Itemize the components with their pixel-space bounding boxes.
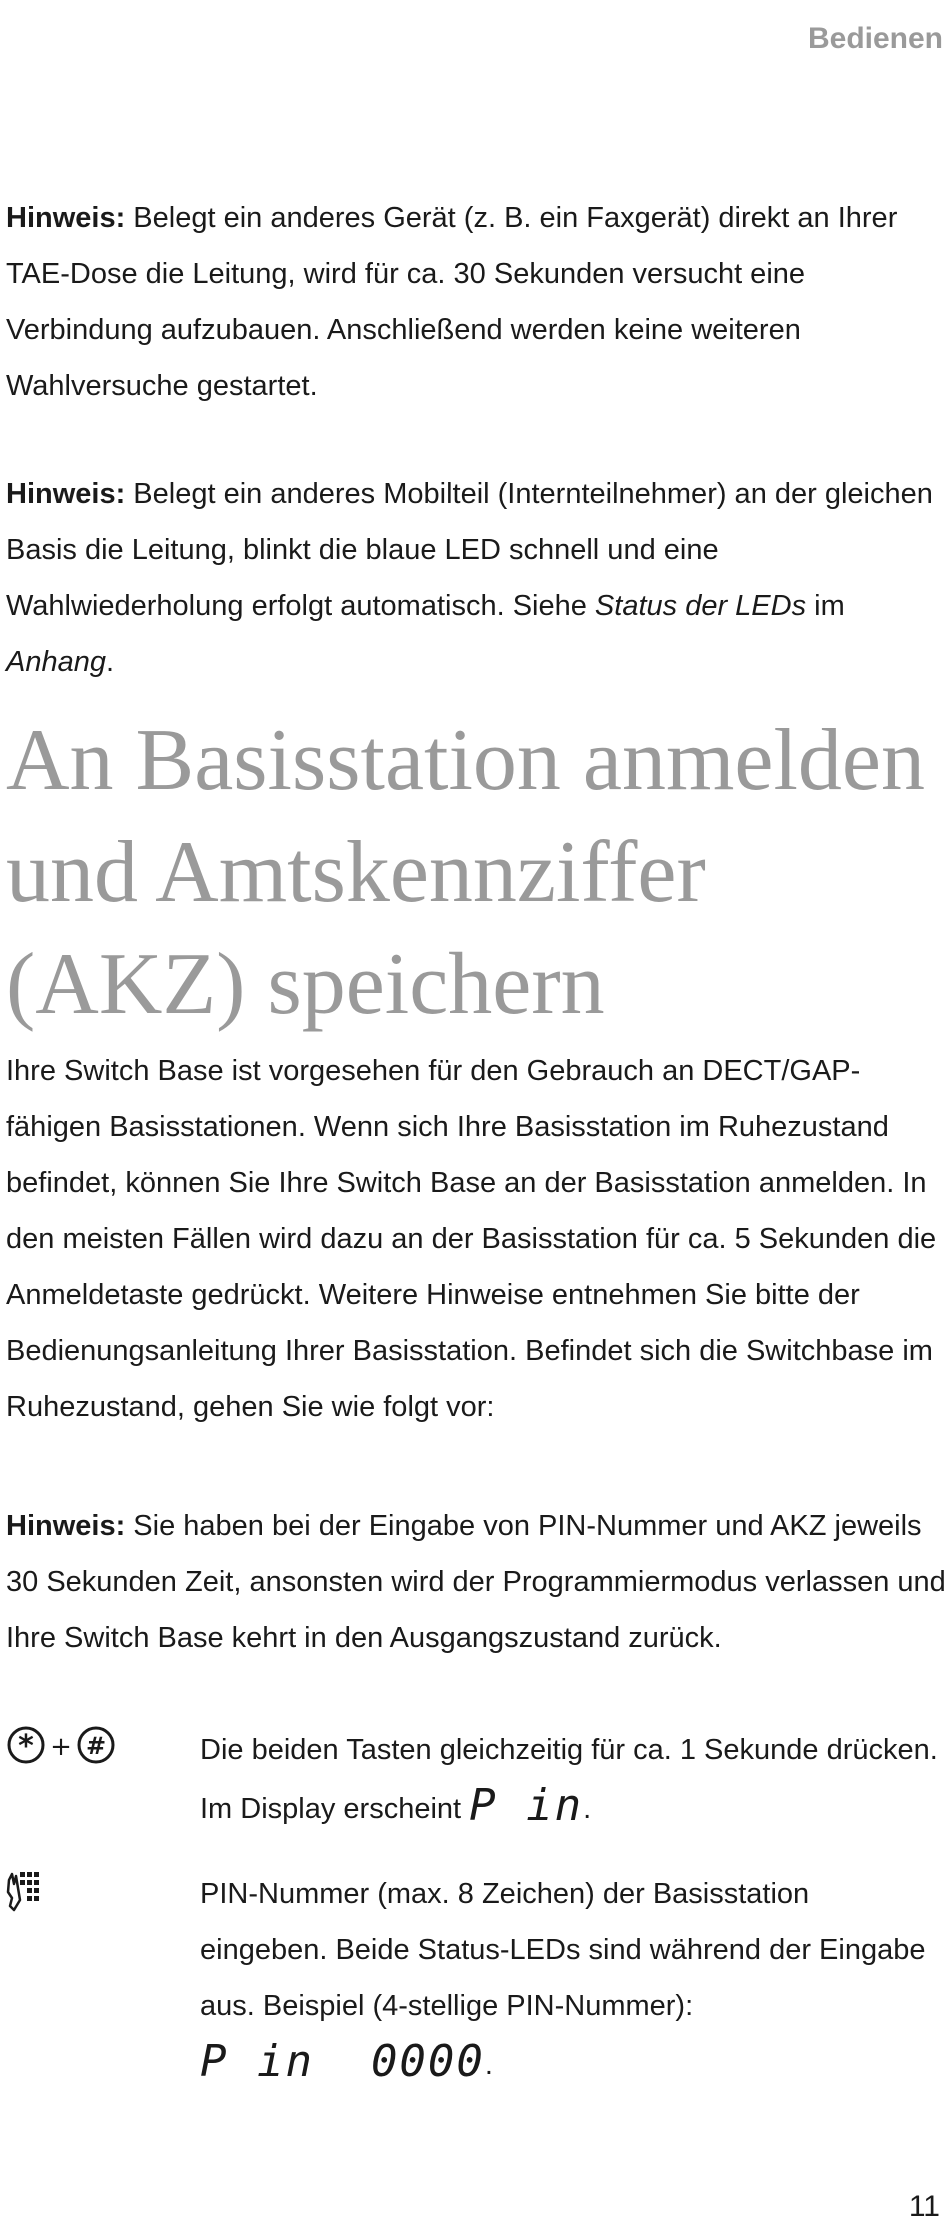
step-1-end: . [583, 1793, 592, 1825]
note-2 [6, 466, 946, 690]
display-readout-pin-0000: P in 0000 [200, 2036, 485, 2087]
display-readout-pin: P in [469, 1780, 584, 1831]
step-2-description: PIN-Nummer (max. 8 Zeichen) der Basisstation eingeben. Beide Status-LEDs sind während der Eingabe aus. Beispiel (4-stellige PIN-Nummer): [200, 1878, 926, 2022]
intro-paragraph: Ihre Switch Base ist vorgesehen für den Gebrauch an DECT/GAP-fähigen Basisstationen. Wenn sich Ihre Basisstation im Ruhezustand befindet, können Sie Ihre Switch Base an der Basisstation anmelden. In den meisten Fällen wird dazu an der Basisstation für ca. 5 Sekunden die Anmeldetaste gedrückt. Weitere Hinweise entnehmen Sie bitte der Bedienungsanleitung Ihrer Basisstation. Befindet sich die Switchbase im Ruhezustand, gehen Sie wie folgt vor: [6, 1055, 937, 1423]
star-key-label: * [18, 1729, 34, 1764]
note-1 [6, 190, 946, 414]
step-1-description: Die beiden Tasten gleichzeitig für ca. 1 Sekunde drücken. Im Display erscheint [200, 1734, 938, 1825]
section-header: Bedienen [807, 22, 943, 55]
section-heading: An Basisstation anmelden und Amtskennziffer (AKZ) speichern [6, 712, 925, 1033]
note-2-label: Hinweis: [6, 478, 126, 510]
step-1-text [200, 1722, 940, 1837]
note-2-text: Belegt ein anderes Mobilteil (Internteilnehmer) an der gleichen Basis die Leitung, blinkt die blaue LED schnell und eine Wahlwiederholung erfolgt automatisch. Siehe [6, 478, 933, 622]
page-number: 11 [908, 2190, 940, 2223]
note-2-text-mid: im [806, 590, 845, 622]
plus-sign: + [50, 1732, 72, 1762]
note-2-text-end: . [106, 646, 115, 678]
note-3-label: Hinweis: [6, 1510, 126, 1542]
star-plus-hash-keys-icon [6, 1725, 116, 1770]
note-1-label: Hinweis: [6, 202, 126, 234]
step-2-text [200, 1866, 940, 2093]
hash-key-label: # [85, 1732, 107, 1760]
note-3 [6, 1498, 946, 1666]
link-status-der-leds[interactable]: Status der LEDs [594, 590, 807, 622]
step-2-end: . [484, 2049, 493, 2081]
note-1-text: Belegt ein anderes Gerät (z. B. ein Faxgerät) direkt an Ihrer TAE-Dose die Leitung, wird für ca. 30 Sekunden versucht eine Verbindung aufzubauen. Anschließend werden keine weiteren Wahlversuche gestartet. [6, 202, 898, 402]
note-3-text: Sie haben bei der Eingabe von PIN-Nummer und AKZ jeweils 30 Sekunden Zeit, ansonsten wird der Programmiermodus verlassen und Ihre Switch Base kehrt in den Ausgangszustand zurück. [6, 1510, 946, 1654]
link-anhang[interactable]: Anhang [6, 646, 106, 678]
keypad-hand-icon [6, 1870, 40, 1919]
